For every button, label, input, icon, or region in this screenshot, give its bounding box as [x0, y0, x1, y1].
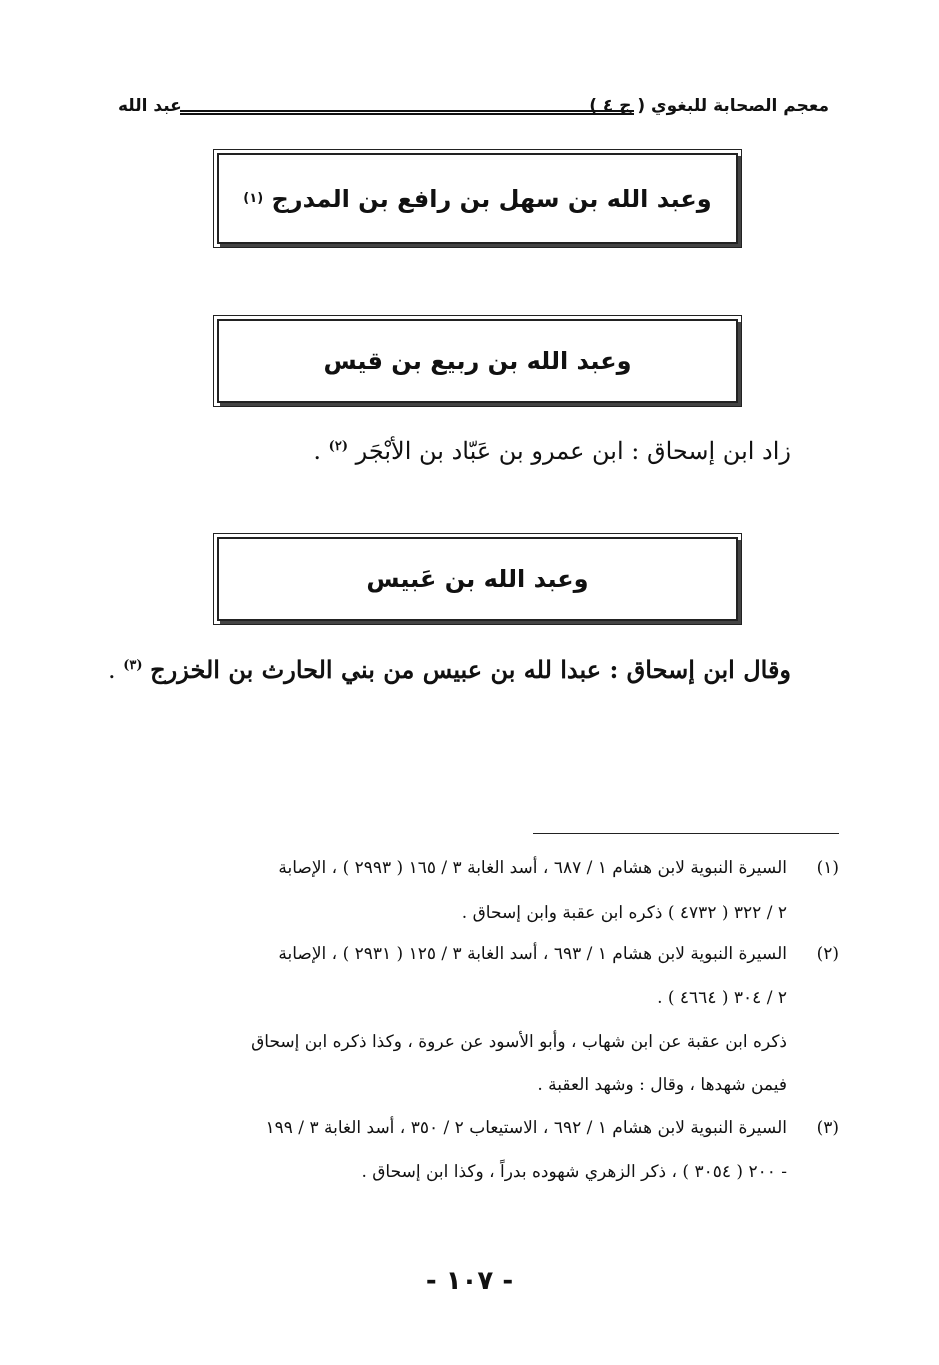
footnote-ref: (١) — [243, 191, 264, 206]
entry-title: وعبد الله بن ربيع بن قيس — [323, 347, 632, 375]
entry-title-box — [217, 153, 738, 244]
page-number: - ١٠٧ - — [425, 1266, 514, 1296]
footnote-separator — [533, 833, 839, 834]
entry-end: . — [107, 656, 116, 684]
entry-body: وقال ابن إسحاق : عبدا لله بن عبيس من بني الحارث بن الخزرج — [150, 655, 791, 684]
footnote-line: السيرة النبوية لابن هشام ١ / ٦٨٧ ، أسد الغابة ٣ / ١٦٥ ( ٢٩٩٣ ) ، الإصابة — [278, 858, 787, 878]
header-rule — [180, 110, 634, 115]
footnote-number: (١) — [816, 858, 839, 878]
footnote-ref: (٣) — [123, 658, 143, 673]
entry-end: . — [313, 437, 322, 465]
running-header-title: معجم الصحابة للبغوي ( ج ٤ ) — [589, 96, 829, 116]
footnote-line: السيرة النبوية لابن هشام ١ / ٦٩٣ ، أسد الغابة ٣ / ١٢٥ ( ٢٩٣١ ) ، الإصابة — [278, 944, 787, 964]
footnote-line: السيرة النبوية لابن هشام ١ / ٦٩٢ ، الاستيعاب ٢ / ٣٥٠ ، أسد الغابة ٣ / ١٩٩ — [265, 1118, 787, 1138]
footnote-line: ٢ / ٣٢٢ ( ٤٧٣٢ ) ذكره ابن عقبة وابن إسحاق . — [461, 903, 787, 923]
entry-text — [108, 655, 791, 684]
footnote-line: - ٢٠٠ ( ٣٠٥٤ ) ، ذكر الزهري شهوده بدراً ، وكذا ابن إسحاق . — [361, 1162, 787, 1182]
footnote-line: فيمن شهدها ، وقال : وشهد العقبة . — [537, 1075, 787, 1095]
entry-title: وعبد الله بن عَبيس — [366, 565, 589, 593]
entry-title: وعبد الله بن سهل بن رافع بن المدرج — [271, 184, 712, 213]
footnote-ref: (٢) — [328, 439, 348, 454]
entry-title-box — [217, 537, 738, 621]
footnote-number: (٢) — [816, 944, 839, 964]
entry-text — [313, 437, 791, 465]
footnote-line: ذكره ابن عقبة عن ابن شهاب ، وأبو الأسود عن عروة ، وكذا ذكره ابن إسحاق — [251, 1032, 787, 1052]
footnote-number: (٣) — [816, 1118, 839, 1138]
entry-body: زاد ابن إسحاق : ابن عمرو بن عَبّاد بن الأبْجَر — [355, 437, 791, 465]
running-header-section: عبد الله — [118, 96, 182, 116]
entry-title-box — [217, 319, 738, 403]
footnote-line: ٢ / ٣٠٤ ( ٤٦٦٤ ) . — [657, 988, 787, 1008]
